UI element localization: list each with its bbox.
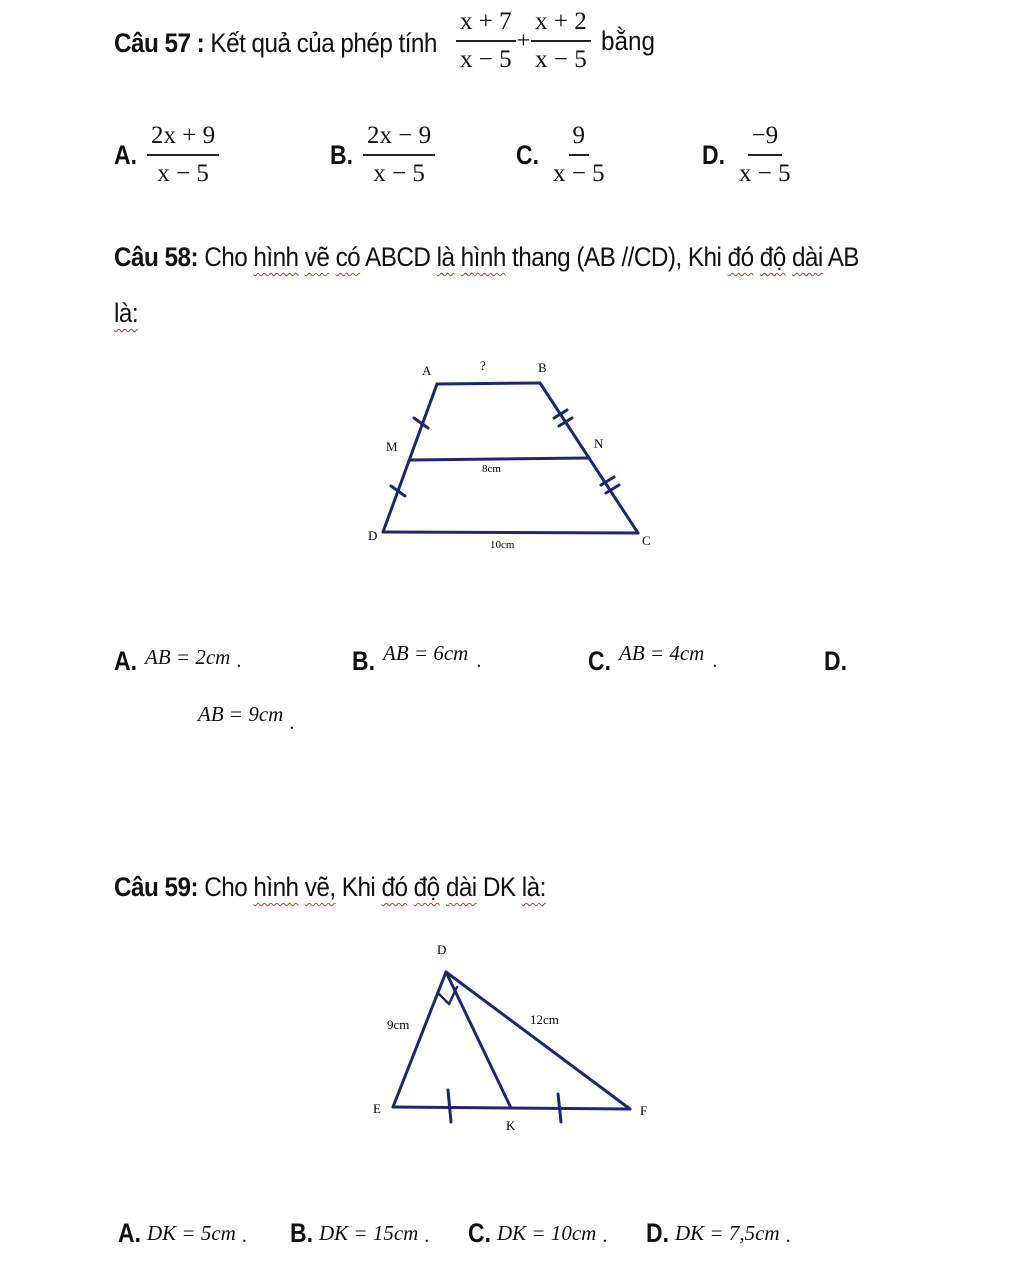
label-df-length: 12cm — [530, 1012, 559, 1027]
fraction-2: $\frac{x + 2}{x - 5}$ — [531, 8, 591, 74]
question-57-tail: bằng — [600, 25, 655, 56]
label-m: M — [386, 439, 398, 454]
option-59-c[interactable]: C. DK = 10cm . — [468, 1218, 608, 1248]
question-58: Câu 58: Cho hình vẽ có ABCD là hình thang (AB //CD), Khi đó độ dài AB — [114, 242, 859, 272]
plus-sign: + — [516, 27, 531, 54]
option-58-c[interactable]: C. AB = 4cm . — [588, 641, 718, 676]
label-f: F — [640, 1103, 648, 1118]
option-58-b[interactable]: B. AB = 6cm . — [352, 641, 482, 676]
label-a: A — [422, 363, 432, 378]
question-57-text: Kết quả của phép tính — [210, 28, 437, 58]
question-59: Câu 59: Cho hình vẽ, Khi đó độ dài DK là: — [114, 872, 546, 902]
fraction-1: $\frac{x + 7}{x - 5}$ — [456, 8, 516, 74]
question-59-label: Câu 59: — [114, 872, 199, 902]
question-57 — [114, 28, 437, 59]
triangle-figure — [360, 930, 660, 1140]
label-e: E — [373, 1101, 381, 1116]
label-mn-length: 8cm — [482, 463, 501, 475]
label-d: D — [437, 942, 447, 957]
option-59-a[interactable]: A. DK = 5cm . — [118, 1218, 247, 1248]
label-k: K — [506, 1118, 516, 1133]
option-57-b[interactable]: B. $\frac{2x - 9}{x - 5}$ — [330, 122, 435, 188]
label-d: D — [368, 528, 378, 543]
option-59-b[interactable]: B. DK = 15cm . — [290, 1218, 430, 1248]
label-de-length: 9cm — [387, 1017, 410, 1032]
option-57-c[interactable]: C. $\frac{9}{x - 5}$ — [516, 122, 605, 187]
option-58-d-value: AB = 9cm . — [198, 702, 295, 734]
question-57-expression — [456, 8, 661, 74]
option-58-d[interactable]: D. — [824, 646, 847, 676]
label-ab-unknown: ? — [480, 358, 486, 373]
option-57-d[interactable]: D. $\frac{-9}{x - 5}$ — [702, 122, 791, 187]
label-c: C — [642, 533, 651, 548]
question-58-line2: là: — [114, 298, 139, 328]
label-dc-length: 10cm — [490, 539, 515, 551]
label-b: B — [538, 360, 547, 375]
option-59-d[interactable]: D. DK = 7,5cm . — [646, 1218, 791, 1248]
option-57-a[interactable]: A. $\frac{2x + 9}{x - 5}$ — [114, 122, 219, 188]
question-58-label: Câu 58: — [114, 242, 199, 272]
question-57-label: Câu 57 : — [114, 28, 205, 58]
label-n: N — [594, 436, 604, 451]
trapezoid-figure — [350, 350, 670, 560]
option-58-a[interactable]: A. AB = 2cm . — [114, 645, 242, 676]
